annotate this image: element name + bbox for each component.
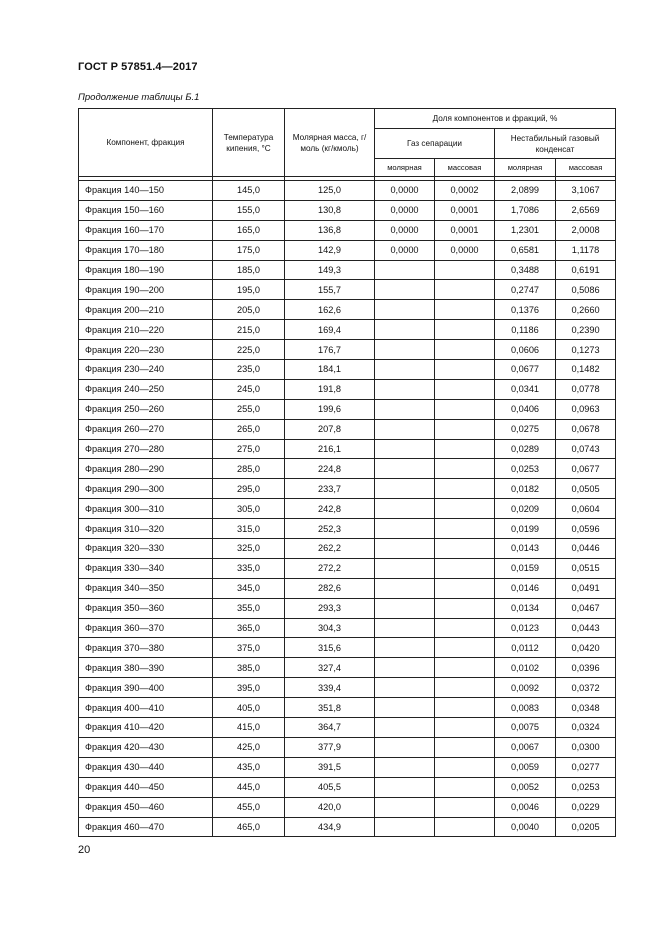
molar-mass-cell: 207,8 xyxy=(285,419,375,439)
boiling-temperature-cell: 215,0 xyxy=(213,320,285,340)
boiling-temperature-cell: 445,0 xyxy=(213,777,285,797)
component-cell: Фракция 170—180 xyxy=(79,240,213,260)
table-row xyxy=(79,459,616,479)
gas-molar-cell xyxy=(375,578,435,598)
molar-mass-cell: 364,7 xyxy=(285,718,375,738)
condensate-mass-cell: 0,0467 xyxy=(556,598,616,618)
gas-mass-cell xyxy=(435,519,495,539)
gas-molar-cell xyxy=(375,479,435,499)
header-gas-mass: массовая xyxy=(435,159,495,177)
gas-molar-cell xyxy=(375,678,435,698)
condensate-mass-cell: 0,0678 xyxy=(556,419,616,439)
header-component: Компонент, фракция xyxy=(79,109,213,177)
condensate-molar-cell: 0,1186 xyxy=(495,320,556,340)
condensate-molar-cell: 0,0102 xyxy=(495,658,556,678)
component-cell: Фракция 140—150 xyxy=(79,181,213,201)
component-cell: Фракция 310—320 xyxy=(79,519,213,539)
boiling-temperature-cell: 305,0 xyxy=(213,499,285,519)
condensate-molar-cell: 0,0052 xyxy=(495,777,556,797)
header-molar-mass: Молярная масса, г/моль (кг/кмоль) xyxy=(285,109,375,177)
gas-mass-cell: 0,0001 xyxy=(435,220,495,240)
gas-mass-cell xyxy=(435,618,495,638)
condensate-molar-cell: 0,3488 xyxy=(495,260,556,280)
table-row xyxy=(79,658,616,678)
component-cell: Фракция 260—270 xyxy=(79,419,213,439)
table-row xyxy=(79,340,616,360)
table-row xyxy=(79,757,616,777)
boiling-temperature-cell: 165,0 xyxy=(213,220,285,240)
condensate-mass-cell: 0,0324 xyxy=(556,718,616,738)
component-cell: Фракция 360—370 xyxy=(79,618,213,638)
gas-mass-cell xyxy=(435,737,495,757)
molar-mass-cell: 304,3 xyxy=(285,618,375,638)
condensate-mass-cell: 0,5086 xyxy=(556,280,616,300)
gas-mass-cell xyxy=(435,459,495,479)
molar-mass-cell: 184,1 xyxy=(285,360,375,380)
molar-mass-cell: 405,5 xyxy=(285,777,375,797)
component-cell: Фракция 380—390 xyxy=(79,658,213,678)
gas-molar-cell xyxy=(375,638,435,658)
condensate-molar-cell: 0,6581 xyxy=(495,240,556,260)
header-unstable-condensate: Нестабильный газовый конденсат xyxy=(495,129,616,159)
condensate-molar-cell: 0,1376 xyxy=(495,300,556,320)
header-component-share: Доля компонентов и фракций, % xyxy=(375,109,616,129)
condensate-molar-cell: 2,0899 xyxy=(495,181,556,201)
component-cell: Фракция 150—160 xyxy=(79,200,213,220)
condensate-mass-cell: 0,1482 xyxy=(556,360,616,380)
table-row xyxy=(79,419,616,439)
gas-molar-cell xyxy=(375,499,435,519)
table-row xyxy=(79,200,616,220)
molar-mass-cell: 130,8 xyxy=(285,200,375,220)
table-row xyxy=(79,558,616,578)
gas-mass-cell xyxy=(435,439,495,459)
condensate-molar-cell: 1,7086 xyxy=(495,200,556,220)
gas-molar-cell xyxy=(375,737,435,757)
condensate-molar-cell: 0,0046 xyxy=(495,797,556,817)
condensate-molar-cell: 0,0067 xyxy=(495,737,556,757)
condensate-mass-cell: 0,0205 xyxy=(556,817,616,837)
gas-mass-cell xyxy=(435,539,495,559)
condensate-mass-cell: 0,0348 xyxy=(556,698,616,718)
table-row xyxy=(79,399,616,419)
gas-molar-cell xyxy=(375,419,435,439)
molar-mass-cell: 233,7 xyxy=(285,479,375,499)
table-row xyxy=(79,519,616,539)
molar-mass-cell: 282,6 xyxy=(285,578,375,598)
component-cell: Фракция 350—360 xyxy=(79,598,213,618)
condensate-mass-cell: 0,0229 xyxy=(556,797,616,817)
boiling-temperature-cell: 425,0 xyxy=(213,737,285,757)
boiling-temperature-cell: 235,0 xyxy=(213,360,285,380)
condensate-mass-cell: 1,1178 xyxy=(556,240,616,260)
condensate-molar-cell: 0,0134 xyxy=(495,598,556,618)
table-row xyxy=(79,300,616,320)
boiling-temperature-cell: 435,0 xyxy=(213,757,285,777)
component-cell: Фракция 370—380 xyxy=(79,638,213,658)
table-row xyxy=(79,718,616,738)
condensate-mass-cell: 0,0604 xyxy=(556,499,616,519)
condensate-mass-cell: 3,1067 xyxy=(556,181,616,201)
gas-mass-cell xyxy=(435,658,495,678)
table-row xyxy=(79,479,616,499)
boiling-temperature-cell: 285,0 xyxy=(213,459,285,479)
gas-molar-cell: 0,0000 xyxy=(375,181,435,201)
component-cell: Фракция 220—230 xyxy=(79,340,213,360)
molar-mass-cell: 272,2 xyxy=(285,558,375,578)
gas-mass-cell xyxy=(435,320,495,340)
boiling-temperature-cell: 195,0 xyxy=(213,280,285,300)
header-condensate-mass: массовая xyxy=(556,159,616,177)
gas-molar-cell: 0,0000 xyxy=(375,240,435,260)
gas-molar-cell xyxy=(375,300,435,320)
document-title: ГОСТ Р 57851.4—2017 xyxy=(78,61,198,73)
table-row xyxy=(79,737,616,757)
molar-mass-cell: 169,4 xyxy=(285,320,375,340)
molar-mass-cell: 252,3 xyxy=(285,519,375,539)
table-row xyxy=(79,678,616,698)
boiling-temperature-cell: 245,0 xyxy=(213,379,285,399)
condensate-mass-cell: 2,6569 xyxy=(556,200,616,220)
table-row xyxy=(79,320,616,340)
table-caption: Продолжение таблицы Б.1 xyxy=(78,92,200,103)
boiling-temperature-cell: 265,0 xyxy=(213,419,285,439)
boiling-temperature-cell: 255,0 xyxy=(213,399,285,419)
gas-mass-cell xyxy=(435,638,495,658)
component-cell: Фракция 210—220 xyxy=(79,320,213,340)
molar-mass-cell: 149,3 xyxy=(285,260,375,280)
table-row xyxy=(79,797,616,817)
component-cell: Фракция 340—350 xyxy=(79,578,213,598)
component-cell: Фракция 410—420 xyxy=(79,718,213,738)
component-cell: Фракция 300—310 xyxy=(79,499,213,519)
gas-mass-cell xyxy=(435,757,495,777)
condensate-mass-cell: 0,0505 xyxy=(556,479,616,499)
gas-molar-cell xyxy=(375,718,435,738)
gas-mass-cell xyxy=(435,300,495,320)
molar-mass-cell: 199,6 xyxy=(285,399,375,419)
gas-mass-cell xyxy=(435,698,495,718)
molar-mass-cell: 176,7 xyxy=(285,340,375,360)
molar-mass-cell: 315,6 xyxy=(285,638,375,658)
table-row xyxy=(79,439,616,459)
condensate-molar-cell: 0,0092 xyxy=(495,678,556,698)
molar-mass-cell: 293,3 xyxy=(285,598,375,618)
gas-molar-cell xyxy=(375,757,435,777)
component-cell: Фракция 390—400 xyxy=(79,678,213,698)
condensate-molar-cell: 0,0341 xyxy=(495,379,556,399)
boiling-temperature-cell: 315,0 xyxy=(213,519,285,539)
boiling-temperature-cell: 395,0 xyxy=(213,678,285,698)
gas-mass-cell: 0,0002 xyxy=(435,181,495,201)
gas-mass-cell xyxy=(435,797,495,817)
molar-mass-cell: 327,4 xyxy=(285,658,375,678)
gas-mass-cell: 0,0000 xyxy=(435,240,495,260)
gas-molar-cell xyxy=(375,360,435,380)
condensate-mass-cell: 0,0778 xyxy=(556,379,616,399)
gas-mass-cell xyxy=(435,260,495,280)
condensate-mass-cell: 0,0963 xyxy=(556,399,616,419)
component-cell: Фракция 230—240 xyxy=(79,360,213,380)
molar-mass-cell: 351,8 xyxy=(285,698,375,718)
gas-mass-cell xyxy=(435,777,495,797)
boiling-temperature-cell: 385,0 xyxy=(213,658,285,678)
molar-mass-cell: 262,2 xyxy=(285,539,375,559)
condensate-molar-cell: 1,2301 xyxy=(495,220,556,240)
table-row xyxy=(79,698,616,718)
boiling-temperature-cell: 175,0 xyxy=(213,240,285,260)
gas-mass-cell xyxy=(435,479,495,499)
gas-mass-cell xyxy=(435,598,495,618)
gas-molar-cell xyxy=(375,817,435,837)
boiling-temperature-cell: 155,0 xyxy=(213,200,285,220)
gas-molar-cell xyxy=(375,340,435,360)
table-row xyxy=(79,817,616,837)
condensate-mass-cell: 0,0491 xyxy=(556,578,616,598)
condensate-molar-cell: 0,0406 xyxy=(495,399,556,419)
gas-molar-cell xyxy=(375,797,435,817)
gas-mass-cell xyxy=(435,578,495,598)
gas-mass-cell xyxy=(435,499,495,519)
gas-molar-cell xyxy=(375,658,435,678)
gas-molar-cell xyxy=(375,558,435,578)
table-row xyxy=(79,240,616,260)
boiling-temperature-cell: 205,0 xyxy=(213,300,285,320)
table-row xyxy=(79,777,616,797)
header-separation-gas: Газ сепарации xyxy=(375,129,495,159)
gas-molar-cell xyxy=(375,379,435,399)
condensate-molar-cell: 0,0253 xyxy=(495,459,556,479)
boiling-temperature-cell: 405,0 xyxy=(213,698,285,718)
condensate-mass-cell: 0,0743 xyxy=(556,439,616,459)
gas-molar-cell xyxy=(375,618,435,638)
condensate-molar-cell: 0,0209 xyxy=(495,499,556,519)
molar-mass-cell: 339,4 xyxy=(285,678,375,698)
molar-mass-cell: 125,0 xyxy=(285,181,375,201)
molar-mass-cell: 242,8 xyxy=(285,499,375,519)
boiling-temperature-cell: 325,0 xyxy=(213,539,285,559)
condensate-molar-cell: 0,0275 xyxy=(495,419,556,439)
condensate-mass-cell: 2,0008 xyxy=(556,220,616,240)
gas-mass-cell xyxy=(435,718,495,738)
condensate-molar-cell: 0,0159 xyxy=(495,558,556,578)
molar-mass-cell: 420,0 xyxy=(285,797,375,817)
header-gas-molar: молярная xyxy=(375,159,435,177)
boiling-temperature-cell: 455,0 xyxy=(213,797,285,817)
condensate-mass-cell: 0,0596 xyxy=(556,519,616,539)
gas-mass-cell xyxy=(435,558,495,578)
condensate-molar-cell: 0,0146 xyxy=(495,578,556,598)
boiling-temperature-cell: 225,0 xyxy=(213,340,285,360)
condensate-mass-cell: 0,0420 xyxy=(556,638,616,658)
condensate-mass-cell: 0,0372 xyxy=(556,678,616,698)
component-cell: Фракция 280—290 xyxy=(79,459,213,479)
table-row xyxy=(79,220,616,240)
component-cell: Фракция 160—170 xyxy=(79,220,213,240)
header-boiling-temperature: Температура кипения, °С xyxy=(213,109,285,177)
gas-molar-cell: 0,0000 xyxy=(375,200,435,220)
table-row xyxy=(79,499,616,519)
component-cell: Фракция 440—450 xyxy=(79,777,213,797)
component-cell: Фракция 250—260 xyxy=(79,399,213,419)
table-row xyxy=(79,578,616,598)
condensate-molar-cell: 0,0199 xyxy=(495,519,556,539)
condensate-mass-cell: 0,0277 xyxy=(556,757,616,777)
condensate-mass-cell: 0,0300 xyxy=(556,737,616,757)
component-cell: Фракция 180—190 xyxy=(79,260,213,280)
gas-mass-cell xyxy=(435,379,495,399)
condensate-mass-cell: 0,6191 xyxy=(556,260,616,280)
condensate-mass-cell: 0,2660 xyxy=(556,300,616,320)
molar-mass-cell: 155,7 xyxy=(285,280,375,300)
page-number: 20 xyxy=(78,844,91,856)
molar-mass-cell: 391,5 xyxy=(285,757,375,777)
gas-molar-cell xyxy=(375,260,435,280)
table-row xyxy=(79,379,616,399)
component-cell: Фракция 320—330 xyxy=(79,539,213,559)
molar-mass-cell: 142,9 xyxy=(285,240,375,260)
condensate-mass-cell: 0,0253 xyxy=(556,777,616,797)
gas-molar-cell xyxy=(375,280,435,300)
boiling-temperature-cell: 335,0 xyxy=(213,558,285,578)
component-cell: Фракция 420—430 xyxy=(79,737,213,757)
component-cell: Фракция 200—210 xyxy=(79,300,213,320)
gas-molar-cell xyxy=(375,539,435,559)
gas-mass-cell xyxy=(435,419,495,439)
component-cell: Фракция 430—440 xyxy=(79,757,213,777)
component-cell: Фракция 240—250 xyxy=(79,379,213,399)
table-row xyxy=(79,598,616,618)
component-cell: Фракция 450—460 xyxy=(79,797,213,817)
data-table xyxy=(78,108,616,837)
condensate-molar-cell: 0,0289 xyxy=(495,439,556,459)
boiling-temperature-cell: 145,0 xyxy=(213,181,285,201)
condensate-mass-cell: 0,0443 xyxy=(556,618,616,638)
condensate-molar-cell: 0,0677 xyxy=(495,360,556,380)
gas-molar-cell: 0,0000 xyxy=(375,220,435,240)
gas-mass-cell xyxy=(435,360,495,380)
table-row xyxy=(79,539,616,559)
gas-mass-cell xyxy=(435,399,495,419)
gas-molar-cell xyxy=(375,519,435,539)
boiling-temperature-cell: 375,0 xyxy=(213,638,285,658)
molar-mass-cell: 434,9 xyxy=(285,817,375,837)
gas-molar-cell xyxy=(375,459,435,479)
table-row xyxy=(79,181,616,201)
gas-molar-cell xyxy=(375,698,435,718)
gas-molar-cell xyxy=(375,598,435,618)
gas-molar-cell xyxy=(375,320,435,340)
boiling-temperature-cell: 295,0 xyxy=(213,479,285,499)
condensate-molar-cell: 0,0083 xyxy=(495,698,556,718)
gas-mass-cell xyxy=(435,340,495,360)
boiling-temperature-cell: 275,0 xyxy=(213,439,285,459)
condensate-mass-cell: 0,0446 xyxy=(556,539,616,559)
gas-mass-cell xyxy=(435,817,495,837)
gas-mass-cell xyxy=(435,280,495,300)
molar-mass-cell: 216,1 xyxy=(285,439,375,459)
condensate-mass-cell: 0,0515 xyxy=(556,558,616,578)
condensate-molar-cell: 0,2747 xyxy=(495,280,556,300)
condensate-molar-cell: 0,0143 xyxy=(495,539,556,559)
gas-molar-cell xyxy=(375,777,435,797)
component-cell: Фракция 460—470 xyxy=(79,817,213,837)
boiling-temperature-cell: 355,0 xyxy=(213,598,285,618)
table-row xyxy=(79,638,616,658)
table-row xyxy=(79,618,616,638)
table-row xyxy=(79,260,616,280)
condensate-molar-cell: 0,0123 xyxy=(495,618,556,638)
condensate-molar-cell: 0,0112 xyxy=(495,638,556,658)
molar-mass-cell: 136,8 xyxy=(285,220,375,240)
boiling-temperature-cell: 465,0 xyxy=(213,817,285,837)
condensate-molar-cell: 0,0182 xyxy=(495,479,556,499)
component-cell: Фракция 290—300 xyxy=(79,479,213,499)
header-condensate-molar: молярная xyxy=(495,159,556,177)
gas-molar-cell xyxy=(375,399,435,419)
condensate-molar-cell: 0,0075 xyxy=(495,718,556,738)
molar-mass-cell: 191,8 xyxy=(285,379,375,399)
gas-molar-cell xyxy=(375,439,435,459)
boiling-temperature-cell: 415,0 xyxy=(213,718,285,738)
condensate-mass-cell: 0,0677 xyxy=(556,459,616,479)
condensate-molar-cell: 0,0059 xyxy=(495,757,556,777)
molar-mass-cell: 162,6 xyxy=(285,300,375,320)
component-cell: Фракция 270—280 xyxy=(79,439,213,459)
component-cell: Фракция 330—340 xyxy=(79,558,213,578)
condensate-mass-cell: 0,2390 xyxy=(556,320,616,340)
molar-mass-cell: 377,9 xyxy=(285,737,375,757)
molar-mass-cell: 224,8 xyxy=(285,459,375,479)
table-row xyxy=(79,360,616,380)
table-row xyxy=(79,280,616,300)
table-body xyxy=(79,181,616,837)
boiling-temperature-cell: 345,0 xyxy=(213,578,285,598)
gas-mass-cell xyxy=(435,678,495,698)
boiling-temperature-cell: 365,0 xyxy=(213,618,285,638)
condensate-mass-cell: 0,1273 xyxy=(556,340,616,360)
component-cell: Фракция 400—410 xyxy=(79,698,213,718)
condensate-mass-cell: 0,0396 xyxy=(556,658,616,678)
boiling-temperature-cell: 185,0 xyxy=(213,260,285,280)
component-cell: Фракция 190—200 xyxy=(79,280,213,300)
condensate-molar-cell: 0,0606 xyxy=(495,340,556,360)
gas-mass-cell: 0,0001 xyxy=(435,200,495,220)
condensate-molar-cell: 0,0040 xyxy=(495,817,556,837)
